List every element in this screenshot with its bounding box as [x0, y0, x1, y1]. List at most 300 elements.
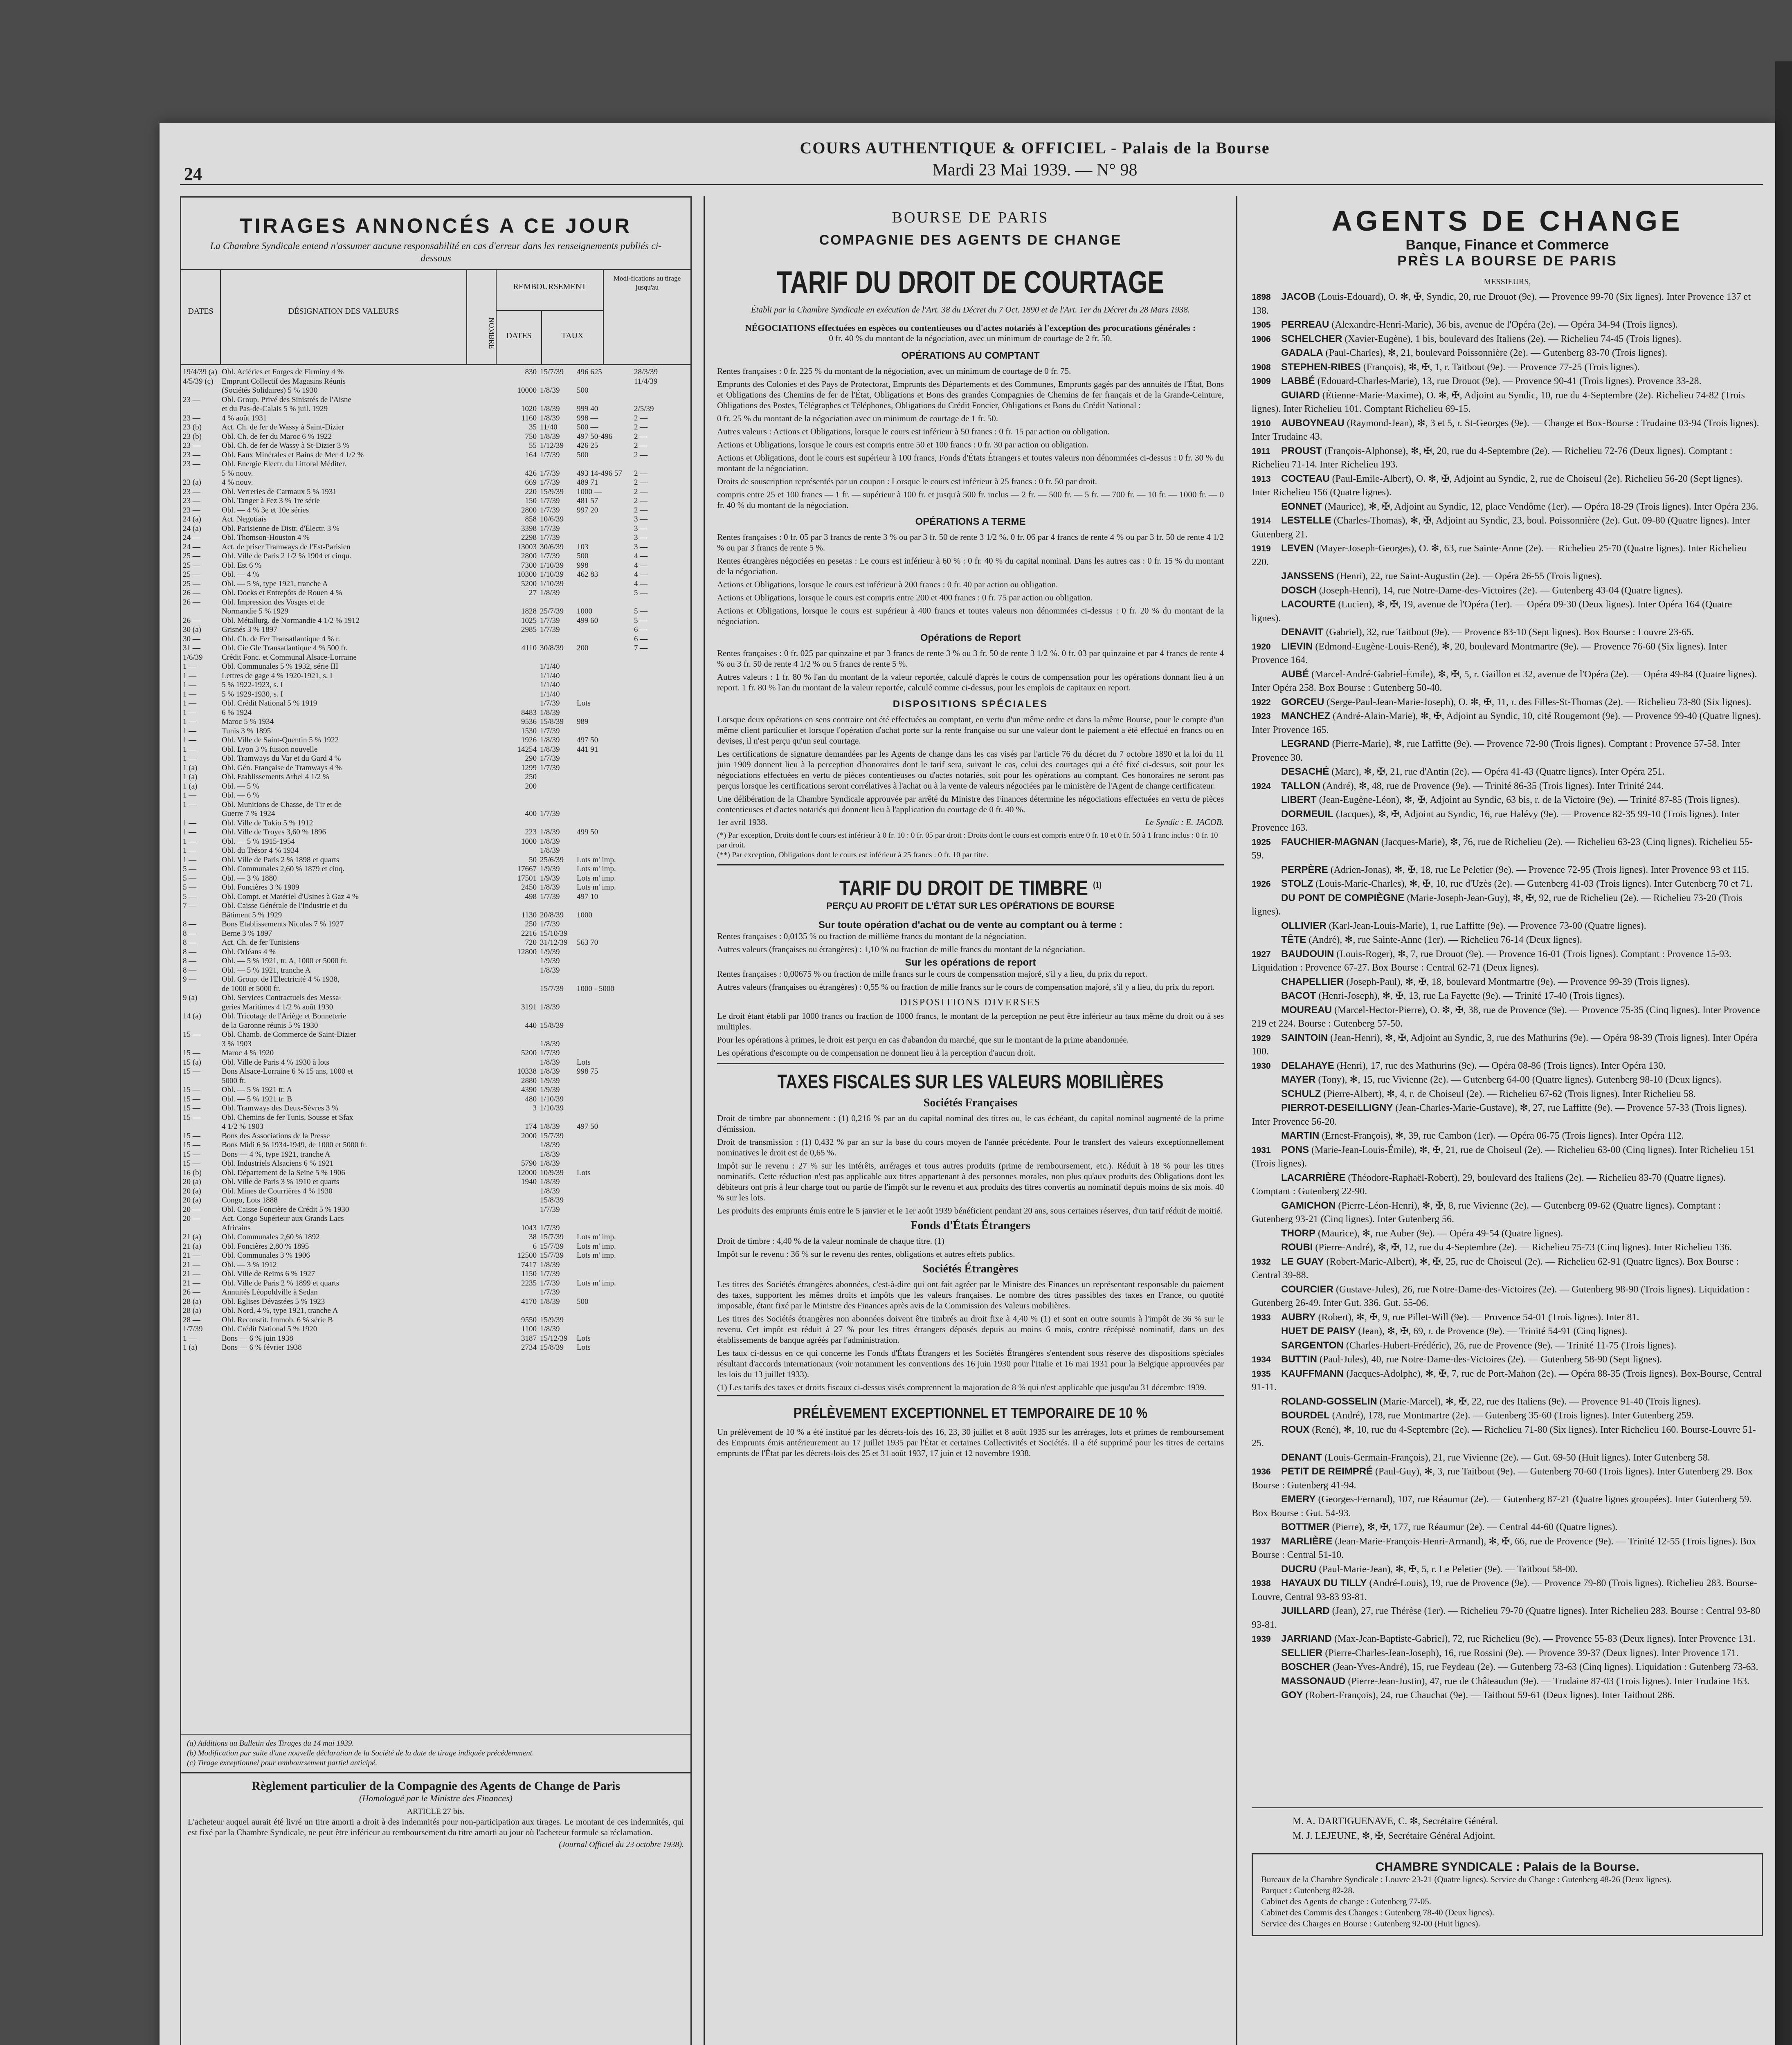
row-date: 23 (b): [183, 423, 202, 431]
row-remb-date: [540, 1012, 577, 1021]
row-modif: [634, 800, 671, 810]
row-remb-date: 1/8/39: [540, 1325, 560, 1333]
row-taux: [577, 377, 634, 387]
row-modif: [634, 745, 671, 755]
agent-entry: [1252, 779, 1763, 793]
agent-entry: [1252, 1576, 1763, 1604]
agent-name: CHAPELLIER: [1281, 976, 1344, 987]
row-taux: [577, 1187, 634, 1196]
row-designation: Obl. Parisienne de Distr. d'Electr. 3 %: [222, 524, 340, 533]
row-designation: Obl. Foncières 2,80 % 1895: [222, 1242, 309, 1251]
table-row: [183, 1113, 689, 1123]
row-date: 4/5/39 (c): [183, 377, 214, 386]
row-modif: [634, 920, 671, 929]
compagnie-label: COMPAGNIE DES AGENTS DE CHANGE: [819, 232, 1122, 248]
row-designation: Obl. — 6 %: [222, 791, 259, 800]
agents-column: [1252, 196, 1763, 2045]
table-row: [183, 1288, 689, 1297]
row-nombre: 9536: [521, 717, 537, 726]
row-designation: Obl. Ville de Paris 2 % 1898 et quarts: [222, 855, 340, 864]
row-designation: Obl. Caisse Générale de l'Industrie et du: [222, 901, 347, 910]
agent-name: BUTTIN: [1281, 1354, 1317, 1365]
agent-name: EMERY: [1281, 1494, 1316, 1505]
table-row: [183, 809, 689, 819]
row-date: 28 (a): [183, 1306, 201, 1315]
col-dates: DATES: [181, 270, 221, 364]
row-remb-date: 10/9/39: [540, 1168, 564, 1177]
agent-name: SCHULZ: [1281, 1088, 1321, 1099]
row-date: 24 —: [183, 533, 200, 542]
agents-subtitle2: PRÈS LA BOURSE DE PARIS: [1397, 253, 1617, 269]
row-nombre: [508, 791, 540, 800]
chambre-title: CHAMBRE SYNDICALE : Palais de la Bourse.: [1375, 1860, 1639, 1874]
table-row: [183, 478, 689, 488]
row-date: 1 —: [183, 681, 197, 689]
table-row: [183, 901, 689, 911]
row-remb-date: 1/8/39: [540, 405, 560, 413]
agent-name: TALLON: [1281, 780, 1320, 791]
agent-details: (Adrien-Jonas), ✻, ✠, 18, rue Le Peletier (9e). — Provence 72-95 (Trois lignes). Inter Provence 93 et 115.: [1330, 864, 1749, 875]
row-nombre: 498: [525, 892, 537, 901]
row-date: 25 —: [183, 552, 200, 560]
agent-entry: [1252, 1240, 1763, 1255]
row-nombre: 1940: [521, 1178, 537, 1186]
timbre-sub: PERÇU AU PROFIT DE L'ÉTAT SUR LES OPÉRATIONS DE BOURSE: [826, 901, 1115, 911]
row-taux: [577, 690, 634, 699]
row-taux: [577, 1095, 634, 1104]
reglement-box: [181, 1772, 690, 1855]
row-nombre: 2216: [521, 929, 537, 938]
reglement-source: (Journal Officiel du 23 octobre 1938).: [559, 1840, 684, 1849]
row-date: 23 (b): [183, 432, 202, 441]
agent-year: 1927: [1252, 949, 1271, 959]
agent-details: (Paul-Guy), ✻, 3, rue Taitbout (9e). — Gutenberg 70-60 (Trois lignes). Inter Gutenberg 29. Box Bourse : Gutenberg 41-94.: [1252, 1466, 1753, 1491]
table-row: [183, 1242, 689, 1252]
agent-entry: [1252, 1087, 1763, 1101]
agent-name: LACARRIÈRE: [1281, 1172, 1346, 1183]
table-row: [183, 1343, 689, 1353]
agent-details: (Pierre), ✻, ✠, 177, rue Réaumur (2e). — Central 44-60 (Quatre lignes).: [1332, 1522, 1618, 1533]
agent-entry: [1252, 695, 1763, 710]
agent-name: DOSCH: [1281, 584, 1317, 596]
row-modif: [634, 837, 671, 847]
row-taux: 1000: [577, 910, 592, 919]
row-taux: Lots m' imp.: [577, 883, 616, 892]
row-remb-date: 1/8/39: [540, 386, 560, 395]
agent-name: ROUBI: [1281, 1242, 1313, 1253]
row-modif: 2 —: [634, 423, 648, 431]
row-remb-date: 1/8/39: [540, 1039, 560, 1048]
prelevement-text: Un prélèvement de 10 % a été institué par les décrets-lois des 16, 23, 30 juillet et 8 août 1935 sur les arrérages, lots et primes de remboursement des Emprunts émis antérieurement au 17 juillet 1935 par l'État et certaines Collectivités et Sociétés. Il a été supprimé pour les titres de certains emprunts de l'État par les décrets-lois des 25 et 31 août 1937, 17 juin et 12 novembre 1938.: [717, 1427, 1224, 1458]
paragraph: Rentes françaises : 0 fr. 025 par quinzaine et par 3 francs de rente 3 % ou 3 fr. 50 de rente 3 1/2 %. 0 fr. 03 par quinzaine et par 4 francs de rente 4 % ou 3 fr. 50 de rente 4 1/2 % ou 5 francs de rente 5 %.: [717, 648, 1224, 669]
row-taux: 200: [577, 644, 589, 652]
agent-year: 1909: [1252, 377, 1271, 386]
table-row: [183, 386, 689, 396]
row-modif: 3 —: [634, 542, 648, 551]
row-remb-date: 1/7/39: [540, 809, 560, 818]
row-modif: [634, 1343, 671, 1353]
row-modif: [634, 1325, 671, 1334]
row-designation: 5 % 1929-1930, s. I: [222, 690, 283, 699]
row-nombre: 1020: [521, 405, 537, 413]
timbre-title: [755, 876, 1186, 901]
row-taux: 500: [577, 552, 589, 560]
table-row: [183, 469, 689, 479]
agent-details: (Louis-Roger), ✻, 7, rue Drouot (9e). — Provence 16-01 (Trois lignes). Comptant : Provence 15-93. Liquidation : Provence 67-27. Box Bourse : Central 62-71 (Deux lignes).: [1252, 948, 1732, 973]
row-remb-date: 1/9/39: [540, 1076, 560, 1085]
row-nombre: 3191: [521, 1002, 537, 1011]
row-date: 15 —: [183, 1131, 200, 1140]
row-nombre: 2235: [521, 1279, 537, 1288]
table-row: [183, 432, 689, 442]
row-taux: 426 25: [577, 441, 598, 450]
row-taux: [577, 708, 634, 718]
agent-year: 1920: [1252, 642, 1271, 652]
agent-entry: [1252, 1451, 1763, 1465]
row-nombre: 2450: [521, 883, 537, 892]
row-remb-date: 15/7/39: [540, 1242, 564, 1251]
row-date: 5 —: [183, 892, 197, 901]
table-row: [183, 727, 689, 736]
row-nombre: 290: [525, 754, 537, 763]
row-remb-date: 1/8/39: [540, 883, 560, 892]
row-date: [183, 1122, 222, 1132]
row-designation: Obl. Aciéries et Forges de Firminy 4 %: [222, 368, 344, 376]
row-date: 19/4/39 (a): [183, 368, 217, 376]
row-modif: [634, 1159, 671, 1169]
courtage-neg-rate: 0 fr. 40 % du montant de la négociation, avec un minimum de courtage de 2 fr. 50.: [829, 333, 1112, 343]
row-remb-date: [540, 993, 577, 1003]
chambre-line-4: Cabinet des Commis des Changes : Gutenberg 78-40 (Deux lignes).: [1261, 1908, 1495, 1917]
agent-details: (Théodore-Raphaël-Robert), 29, boulevard des Italiens (2e). — Richelieu 83-70 (Quatre lignes). Comptant : Gutenberg 22-90.: [1252, 1172, 1726, 1197]
table-row: [183, 708, 689, 718]
row-designation: Obl. Ville de Troyes 3,60 % 1896: [222, 828, 326, 836]
table-row: [183, 616, 689, 626]
agent-entry: [1252, 989, 1763, 1003]
agent-entry: [1252, 1367, 1763, 1395]
agent-details: (André-Alain-Marie), ✻, ✠, Adjoint au Syndic, 10, cité Rougemont (9e). — Provence 99-40 (Quatre lignes). Inter Provence 165.: [1252, 711, 1761, 735]
row-nombre: 220: [525, 487, 537, 496]
agent-name: DORMEUIL: [1281, 808, 1333, 820]
agent-year: 1919: [1252, 544, 1271, 553]
row-remb-date: [540, 635, 577, 644]
agent-name: AUBOYNEAU: [1281, 417, 1345, 429]
taxes-etats-title: Fonds d'États Étrangers: [911, 1219, 1030, 1232]
row-modif: [634, 1058, 671, 1067]
paragraph: 0 fr. 25 % du montant de la négociation avec un minimum de courtage de 1 fr. 50.: [717, 413, 998, 423]
row-taux: 999 40: [577, 405, 598, 413]
table-row: [183, 1076, 689, 1086]
row-nombre: [508, 966, 540, 975]
row-modif: [634, 1279, 671, 1288]
row-modif: 7 —: [634, 644, 648, 652]
agent-name: DUCRU: [1281, 1563, 1317, 1575]
row-taux: [577, 533, 634, 543]
timbre-report-1: Rentes françaises : 0,00675 % ou fraction de mille francs sur le cours de compensation majoré, s'il y a lieu, du prix du report.: [717, 969, 1147, 979]
table-row: [183, 865, 689, 874]
row-designation: Obl. Crédit National 5 % 1920: [222, 1325, 317, 1333]
row-designation: Obl. — 5 % 1921 tr. B: [222, 1094, 292, 1103]
row-nombre: 5200: [521, 579, 537, 588]
row-date: 15 —: [183, 1150, 200, 1159]
row-remb-date: [540, 1306, 577, 1316]
row-designation: Act. Ch. de fer Tunisiens: [222, 938, 299, 947]
agent-name: MAYER: [1281, 1074, 1316, 1085]
row-modif: [634, 690, 671, 699]
agent-details: (Paul-Charles), ✻, 21, boulevard Poissonnière (2e). — Gutenberg 83-70 (Trois lignes).: [1325, 348, 1667, 358]
row-taux: 481 57: [577, 497, 598, 505]
agent-entry: [1252, 1255, 1763, 1283]
table-row: [183, 662, 689, 672]
row-modif: [634, 1187, 671, 1196]
row-nombre: [508, 672, 540, 681]
row-date: 1 —: [183, 745, 197, 754]
row-designation: 4 1/2 % 1903: [222, 1122, 263, 1131]
table-row: [183, 699, 689, 708]
agent-details: (Gabriel), 32, rue Taitbout (9e). — Provence 83-10 (Sept lignes). Box Bourse : Louvre 23-65.: [1326, 627, 1694, 638]
row-nombre: 38: [529, 1233, 537, 1241]
row-taux: [577, 1030, 634, 1040]
row-date: [183, 911, 222, 920]
row-modif: [634, 957, 671, 966]
agent-year: 1939: [1252, 1634, 1271, 1644]
agent-details: (Ernest-François), ✻, 39, rue Cambon (1er). — Opéra 06-75 (Trois lignes). Inter Opéra 112.: [1322, 1130, 1684, 1141]
row-designation: Obl. Docks et Entrepôts de Rouen 4 %: [222, 589, 342, 597]
agent-name: MARTIN: [1281, 1130, 1320, 1141]
row-taux: 989: [577, 717, 589, 726]
row-nombre: 1828: [521, 607, 537, 616]
row-modif: 28/3/39: [634, 368, 658, 376]
timbre-title-text: TARIF DU DROIT DE TIMBRE: [839, 876, 1088, 900]
row-designation: Obl. Métallurg. de Normandie 4 1/2 % 1912: [222, 616, 360, 625]
row-nombre: 1043: [521, 1223, 537, 1232]
row-designation: Obl. Communales 2,60 % 1892: [222, 1233, 320, 1241]
agent-year: 1936: [1252, 1467, 1271, 1476]
row-designation: Obl. Services Contractuels des Messa-: [222, 993, 342, 1002]
row-designation: Obl. Eglises Dévastées 5 % 1923: [222, 1297, 325, 1306]
table-row: [183, 653, 689, 663]
row-taux: [577, 1076, 634, 1086]
row-modif: 3 —: [634, 533, 648, 542]
table-row: [183, 672, 689, 681]
row-designation: Obl. Impression des Vosges et de: [222, 598, 325, 607]
row-designation: Obl. Tramways des Deux-Sèvres 3 %: [222, 1104, 338, 1112]
row-modif: [634, 929, 671, 939]
row-nombre: 150: [525, 497, 537, 505]
row-designation: Bons — 6 % juin 1938: [222, 1334, 293, 1343]
row-remb-date: 1/8/39: [540, 846, 560, 855]
agent-entry: [1252, 1324, 1763, 1339]
row-taux: [577, 1040, 634, 1049]
row-date: 7 —: [183, 901, 197, 910]
row-remb-date: [540, 791, 577, 800]
row-designation: Obl. Group. de l'Electricité 4 % 1938,: [222, 975, 340, 984]
row-date: 23 —: [183, 413, 200, 422]
table-row: [183, 966, 689, 975]
row-nombre: 4110: [521, 644, 537, 652]
agent-name: PROUST: [1281, 445, 1322, 456]
row-nombre: 1130: [521, 910, 537, 919]
row-date: 5 —: [183, 865, 197, 873]
chambre-box: [1252, 1853, 1763, 1936]
row-taux: 103: [577, 542, 589, 551]
row-designation: 3 % 1903: [222, 1039, 252, 1048]
row-remb-date: 15/7/39: [540, 368, 564, 376]
table-row: [183, 1085, 689, 1095]
table-row: [183, 782, 689, 791]
row-nombre: [508, 460, 540, 469]
agent-details: (Henri-Joseph), ✻, ✠, 13, rue La Fayette (9e). — Trinité 17-40 (Trois lignes).: [1318, 991, 1625, 1001]
row-modif: [634, 727, 671, 736]
row-designation: Bons — 6 % février 1938: [222, 1343, 302, 1352]
row-designation: Obl. Industriels Alsaciens 6 % 1921: [222, 1159, 334, 1168]
row-taux: [577, 948, 634, 957]
row-remb-date: [540, 800, 577, 810]
row-nombre: 12800: [517, 947, 537, 956]
table-row: [183, 1058, 689, 1067]
agent-name: PONS: [1281, 1144, 1309, 1155]
row-nombre: [508, 598, 540, 607]
row-designation: Obl. Communales 3 % 1906: [222, 1251, 310, 1260]
row-date: 15 —: [183, 1049, 200, 1057]
row-nombre: 1150: [521, 1270, 537, 1278]
agent-name: PERREAU: [1281, 319, 1329, 330]
row-taux: [577, 819, 634, 828]
table-row: [183, 993, 689, 1003]
row-remb-date: 1/9/39: [540, 865, 560, 873]
row-designation: Obl. — 5 %, type 1921, tranche A: [222, 579, 328, 588]
row-date: 5 —: [183, 874, 197, 883]
taxes-etats-section: [717, 1236, 1224, 1259]
row-modif: [634, 1040, 671, 1049]
row-taux: [577, 1159, 634, 1169]
bourse-label: BOURSE DE PARIS: [892, 209, 1049, 226]
table-row: [183, 1132, 689, 1141]
row-designation: Obl. Communales 5 % 1932, série III: [222, 662, 338, 671]
row-remb-date: 1/10/39: [540, 570, 564, 579]
tirages-column: [180, 196, 692, 2045]
row-remb-date: 1/8/39: [540, 745, 560, 754]
agent-name: MARLIÈRE: [1281, 1535, 1333, 1547]
row-modif: [634, 892, 671, 902]
table-row: [183, 497, 689, 506]
middle-column: [704, 196, 1237, 2045]
col-nombre: NOMBRE: [467, 270, 497, 364]
row-designation: Annuités Léopoldville à Sedan: [222, 1288, 318, 1297]
row-modif: [634, 911, 671, 920]
row-remb-date: 1/1/40: [540, 662, 560, 671]
row-nombre: [508, 957, 540, 966]
row-modif: [634, 1141, 671, 1150]
row-modif: [634, 938, 671, 948]
table-row: [183, 911, 689, 920]
row-remb-date: [540, 782, 577, 791]
row-nombre: 2298: [521, 533, 537, 542]
agent-name: COURCIER: [1281, 1283, 1334, 1295]
agent-name: GOY: [1281, 1690, 1303, 1701]
row-remb-date: 30/8/39: [540, 644, 564, 652]
row-modif: [634, 828, 671, 837]
exception-1: (*) Par exception, Droits dont le cours est inférieur à 0 fr. 10 : 0 fr. 05 par droit : Droits dont le cours est compris entre 0 fr. 10 et 0 fr. 50 à 1 franc inclus : 0 fr. 10 par droit.: [717, 831, 1218, 849]
row-taux: Lots m' imp.: [577, 1251, 616, 1260]
table-row: [183, 791, 689, 800]
timbre-report-2: Autres valeurs (françaises ou étrangères) : 0,55 % ou fraction de mille francs sur le cours de compensation majoré, s'il y a lieu, du prix du report.: [717, 982, 1215, 992]
agent-entry: [1252, 1674, 1763, 1689]
row-designation: Congo, Lots 1888: [222, 1196, 278, 1205]
paragraph: compris entre 25 et 100 francs — 1 fr. — supérieur à 100 fr. et jusqu'à 500 fr. inclus — 2 fr. — 500 fr. — 5 fr. — 700 fr. — 10 fr. — 1000 fr. — 0 fr. 40 % du montant de la négociation.: [717, 490, 1224, 510]
agent-entry: [1252, 1465, 1763, 1492]
row-taux: [577, 625, 634, 635]
row-remb-date: 15/7/39: [540, 984, 564, 993]
row-date: 14 (a): [183, 1012, 201, 1020]
table-row: [183, 515, 689, 524]
table-row: [183, 948, 689, 957]
agent-year: 1914: [1252, 516, 1271, 526]
row-date: 26 —: [183, 598, 200, 607]
row-date: 30 (a): [183, 625, 201, 634]
row-designation: Obl. Ch. de fer du Maroc 6 % 1922: [222, 432, 332, 441]
row-remb-date: 30/6/39: [540, 542, 564, 551]
table-row: [183, 441, 689, 451]
timbre-op-1: Rentes françaises : 0,0135 % ou fraction de millième francs du montant de la négociation.: [717, 931, 1026, 941]
row-taux: [577, 1288, 634, 1297]
table-row: [183, 580, 689, 589]
row-taux: [577, 901, 634, 911]
row-taux: [577, 653, 634, 663]
row-remb-date: 1/7/39: [540, 754, 560, 763]
timbre-div-1: Le droit étant établi par 1000 francs ou fraction de 1000 francs, le montant de la perception ne peut être inférieur au taux même du droit ou à ses multiples.: [717, 1011, 1224, 1031]
row-date: [183, 405, 222, 414]
row-nombre: [508, 901, 540, 911]
agent-name: SCHELCHER: [1281, 333, 1342, 344]
table-row: [183, 589, 689, 598]
row-remb-date: 1/7/39: [540, 1223, 560, 1232]
courtage-title: TARIF DU DROIT DE COURTAGE: [777, 265, 1164, 300]
row-date: 15 —: [183, 1159, 200, 1168]
agent-year: 1923: [1252, 712, 1271, 721]
paragraph: (1) Les tarifs des taxes et droits fiscaux ci-dessus visés comprennent la majoration de 8 % qui n'est applicable que jusqu'au 31 décembre 1939.: [717, 1382, 1207, 1392]
tirages-table: [181, 365, 690, 1735]
agent-details: (Lucien), ✻, ✠, 19, avenue de l'Opéra (1er). — Opéra 09-30 (Deux lignes). Inter Opéra 164 (Quatre lignes).: [1252, 599, 1732, 624]
table-row: [183, 635, 689, 644]
row-date: 8 —: [183, 938, 197, 947]
row-remb-date: 1/7/39: [540, 450, 560, 459]
row-taux: [577, 1085, 634, 1095]
agent-year: 1937: [1252, 1537, 1271, 1546]
row-nombre: 10300: [517, 570, 537, 579]
row-nombre: 3398: [521, 524, 537, 533]
row-designation: Obl. Chamb. de Commerce de Saint-Dizier: [222, 1030, 356, 1039]
row-nombre: 12500: [517, 1251, 537, 1260]
row-date: 23 —: [183, 460, 200, 468]
row-remb-date: 1/12/39: [540, 441, 564, 450]
row-nombre: 830: [525, 368, 537, 376]
row-modif: [634, 1132, 671, 1141]
row-date: 25 —: [183, 579, 200, 588]
row-designation: Bons Etablissements Nicolas 7 % 1927: [222, 920, 344, 928]
agents-subtitle: Banque, Finance et Commerce: [1405, 237, 1609, 253]
agent-details: (Louis-Germain-François), 21, rue Vivienne (2e). — Gut. 69-50 (Huit lignes). Inter Gutenberg 58.: [1324, 1452, 1710, 1463]
row-date: 8 —: [183, 929, 197, 938]
table-row: [183, 552, 689, 561]
row-date: 1 (a): [183, 1343, 198, 1352]
row-taux: [577, 1141, 634, 1150]
taxes-title: TAXES FISCALES SUR LES VALEURS MOBILIÈRES: [777, 1071, 1164, 1093]
row-nombre: 10000: [517, 386, 537, 395]
row-date: 9 (a): [183, 993, 198, 1002]
row-remb-date: 1/8/39: [540, 736, 560, 744]
row-date: [183, 386, 222, 396]
